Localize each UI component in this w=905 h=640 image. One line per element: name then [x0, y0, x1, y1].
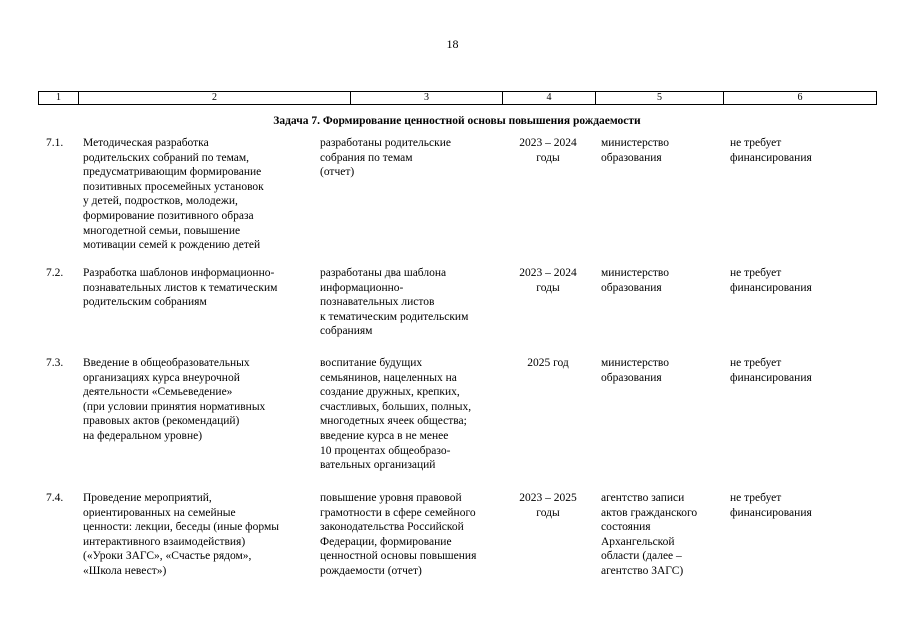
column-number-4: 4 — [503, 92, 596, 105]
measure-number: 7.1. — [46, 137, 64, 149]
measure-result: воспитание будущих семьянинов, нацеленных на создание дружных, крепких, счастливых, больших, полных, многодетных ячеек общества; введение курса в не менее 10 процентах общеобразо- вательных организаций — [320, 357, 472, 472]
measure-financing: не требует финансирования — [730, 492, 812, 519]
measure-term: 2025 год — [527, 357, 569, 369]
measure-name: Методическая разработка родительских собраний по темам, предусматривающим формирование позитивных просемейных установок у детей, подростков, молодежи, формирование позитивного образа многодетной семьи, повышение мотивации семей к рождению детей — [83, 137, 264, 252]
measure-term: 2023 – 2024 годы — [519, 267, 577, 294]
measure-result: разработаны два шаблона информационно- познавательных листов к тематическим родительским собраниям — [320, 267, 469, 338]
page-number: 18 — [446, 37, 459, 51]
measure-responsible: агентство записи актов гражданского состояния Архангельской области (далее – агентство ЗАГС) — [601, 492, 698, 577]
measure-name: Введение в общеобразовательных организациях курса внеурочной деятельности «Семьеведение» (при условии принятия нормативных правовых актов (рекомендаций) на федеральном уровне) — [83, 357, 266, 442]
measure-responsible: министерство образования — [601, 357, 669, 384]
measure-responsible: министерство образования — [601, 137, 669, 164]
column-number-header — [38, 91, 877, 105]
measure-financing: не требует финансирования — [730, 137, 812, 164]
measure-financing: не требует финансирования — [730, 267, 812, 294]
column-number-5: 5 — [596, 92, 724, 105]
measure-result: разработаны родительские собрания по темам (отчет) — [320, 137, 451, 179]
measure-term: 2023 – 2024 годы — [519, 137, 577, 164]
measure-number: 7.3. — [46, 357, 64, 369]
measure-number: 7.2. — [46, 267, 64, 279]
task-title: Задача 7. Формирование ценностной основы повышения рождаемости — [273, 115, 641, 127]
measure-responsible: министерство образования — [601, 267, 669, 294]
column-number-3: 3 — [351, 92, 503, 105]
measure-result: повышение уровня правовой грамотности в сфере семейного законодательства Российской Федерации, формирование ценностной основы повышения рождаемости (отчет) — [320, 492, 477, 577]
measure-name: Проведение мероприятий, ориентированных на семейные ценности: лекции, беседы (иные формы интерактивного взаимодействия) («Уроки ЗАГС», «Счастье рядом», «Школа невест») — [83, 492, 279, 577]
measure-name: Разработка шаблонов информационно- познавательных листов к тематическим родительским собраниям — [83, 267, 278, 309]
column-number-1: 1 — [39, 92, 79, 105]
column-number-2: 2 — [79, 92, 351, 105]
column-number-6: 6 — [724, 92, 877, 105]
measure-term: 2023 – 2025 годы — [519, 492, 577, 519]
measure-financing: не требует финансирования — [730, 357, 812, 384]
measure-number: 7.4. — [46, 492, 64, 504]
